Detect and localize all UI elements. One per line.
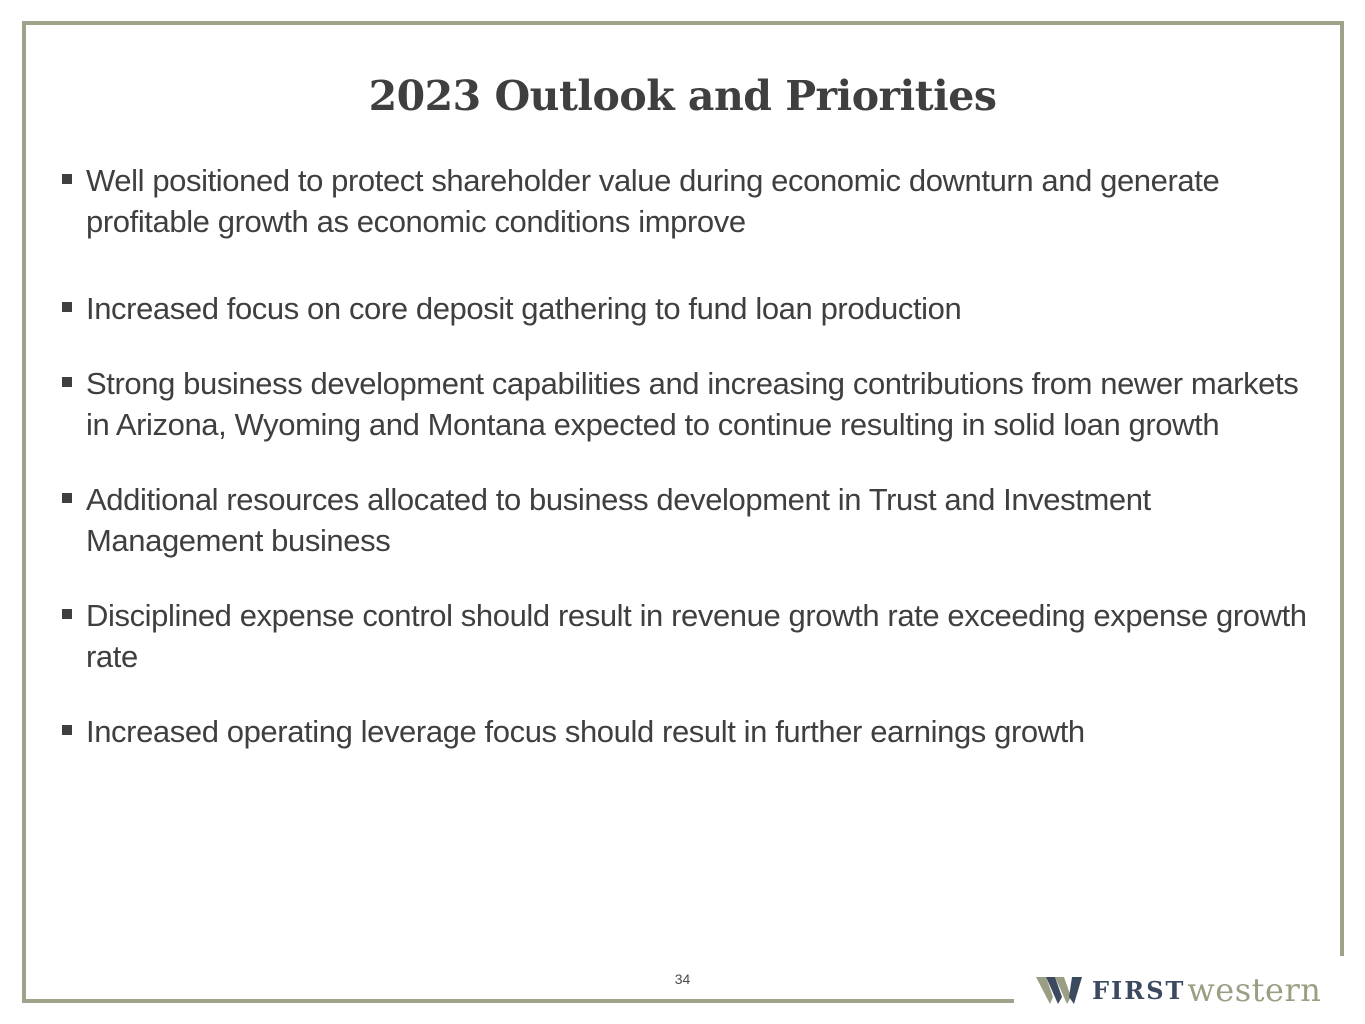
slide-frame-bottom (22, 999, 1014, 1003)
bullet-list (60, 160, 1322, 786)
square-bullet-icon (62, 174, 72, 184)
page-number: 34 (674, 971, 691, 987)
square-bullet-icon (62, 493, 72, 503)
bullet-text: Strong business development capabilities and increasing contributions from newer markets in Arizona, Wyoming and Montana expected to continue resulting in solid loan growth (86, 366, 1299, 442)
logo-first-text: FIRST (1092, 975, 1186, 1005)
bullet-text: Increased operating leverage focus should result in further earnings growth (86, 714, 1085, 749)
square-bullet-icon (62, 725, 72, 735)
slide-frame-right (1340, 21, 1344, 956)
bullet-item (60, 595, 1322, 677)
slide-frame-left (22, 21, 26, 1003)
bullet-text: Additional resources allocated to business development in Trust and Investment Management business (86, 482, 1151, 558)
first-western-w-logo-icon (1036, 975, 1084, 1005)
company-logo (1036, 970, 1321, 1010)
square-bullet-icon (62, 609, 72, 619)
slide-title: 2023 Outlook and Priorities (368, 72, 997, 120)
bullet-text: Well positioned to protect shareholder value during economic downturn and generate profitable growth as economic conditions improve (86, 163, 1220, 239)
square-bullet-icon (62, 302, 72, 312)
bullet-item (60, 160, 1322, 242)
bullet-item (60, 711, 1322, 752)
bullet-text: Disciplined expense control should result in revenue growth rate exceeding expense growth rate (86, 598, 1307, 674)
logo-western-text: western (1187, 971, 1322, 1009)
bullet-item (60, 479, 1322, 561)
square-bullet-icon (62, 377, 72, 387)
bullet-text: Increased focus on core deposit gathering to fund loan production (86, 291, 962, 326)
bullet-item (60, 363, 1322, 445)
bullet-item (60, 288, 1322, 329)
slide-frame-top (22, 21, 1344, 25)
